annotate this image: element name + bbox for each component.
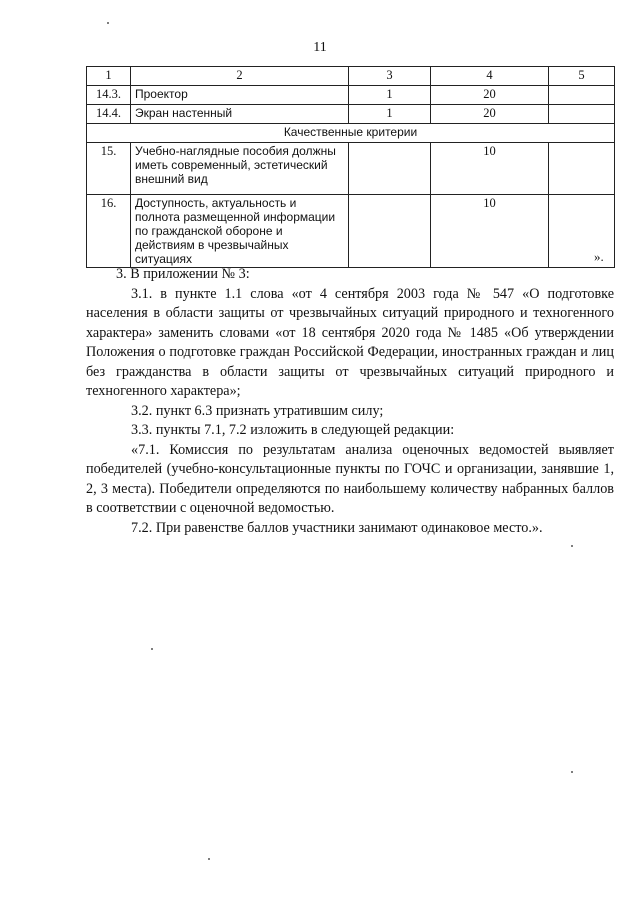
amendment-text [86, 265, 614, 538]
row-result [549, 105, 615, 124]
row-quantity: 1 [349, 105, 431, 124]
paragraph: «7.1. Комиссия по результатам анализа оценочных ведомостей выявляет победителей (учебно-консультационные пункты по ГОЧС и организации, занявшие 1, 2, 3 места). Победители определяются по наибольшему количеству набранных баллов в соответствии с оценочной ведомостью. [86, 441, 614, 516]
header-cell: 3 [349, 67, 431, 86]
row-result [549, 195, 615, 268]
paragraph: 7.2. При равенстве баллов участники занимают одинаковое место.». [131, 519, 543, 536]
scan-speck [208, 858, 210, 860]
header-cell: 2 [131, 67, 349, 86]
row-score: 20 [431, 86, 549, 105]
paragraph: 3.3. пункты 7.1, 7.2 изложить в следующей редакции: [131, 422, 455, 438]
header-cell: 4 [431, 67, 549, 86]
scan-speck [107, 22, 109, 24]
row-name: Проектор [131, 86, 349, 105]
header-cell: 1 [87, 67, 131, 86]
table-row [87, 195, 615, 268]
table-row [87, 105, 615, 124]
row-result [549, 86, 615, 105]
row-number: 16. [87, 195, 131, 268]
row-score: 10 [431, 195, 549, 268]
scan-speck [151, 648, 153, 650]
row-number: 15. [87, 143, 131, 195]
row-score: 20 [431, 105, 549, 124]
row-number: 14.4. [87, 105, 131, 124]
section-title: Качественные критерии [87, 124, 615, 143]
closing-quote: ». [594, 249, 604, 264]
row-number: 14.3. [87, 86, 131, 105]
scan-speck [571, 771, 573, 773]
section-row [87, 124, 615, 143]
paragraph: 3.1. в пункте 1.1 слова «от 4 сентября 2003 года № 547 «О подготовке населения в области защиты от чрезвычайных ситуаций природного и техногенного характера» заменить словами «от 18 сентября 2020 года № 1485 «Об утверждении Положения о подготовке граждан Российской Федерации, иностранных граждан и лиц без гражданства в области защиты от чрезвычайных ситуаций природного и техногенного характера»; [86, 285, 614, 399]
row-name: Экран настенный [131, 105, 349, 124]
row-result [549, 143, 615, 195]
row-quantity [349, 143, 431, 195]
page-number: 11 [313, 40, 327, 55]
table-row [87, 86, 615, 105]
criteria-table [86, 66, 615, 268]
table-header-row [87, 67, 615, 86]
row-score: 10 [431, 143, 549, 195]
row-quantity: 1 [349, 86, 431, 105]
scan-speck [571, 545, 573, 547]
row-name: Учебно-наглядные пособия должны иметь современный, эстетический внешний вид [131, 143, 349, 195]
table-row [87, 143, 615, 195]
header-cell: 5 [549, 67, 615, 86]
row-name: Доступность, актуальность и полнота размещенной информации по гражданской обороне и действиям в чрезвычайных ситуациях [131, 195, 349, 268]
paragraph: 3. В приложении № 3: [116, 266, 250, 282]
paragraph: 3.2. пункт 6.3 признать утратившим силу; [131, 402, 384, 419]
row-quantity [349, 195, 431, 268]
